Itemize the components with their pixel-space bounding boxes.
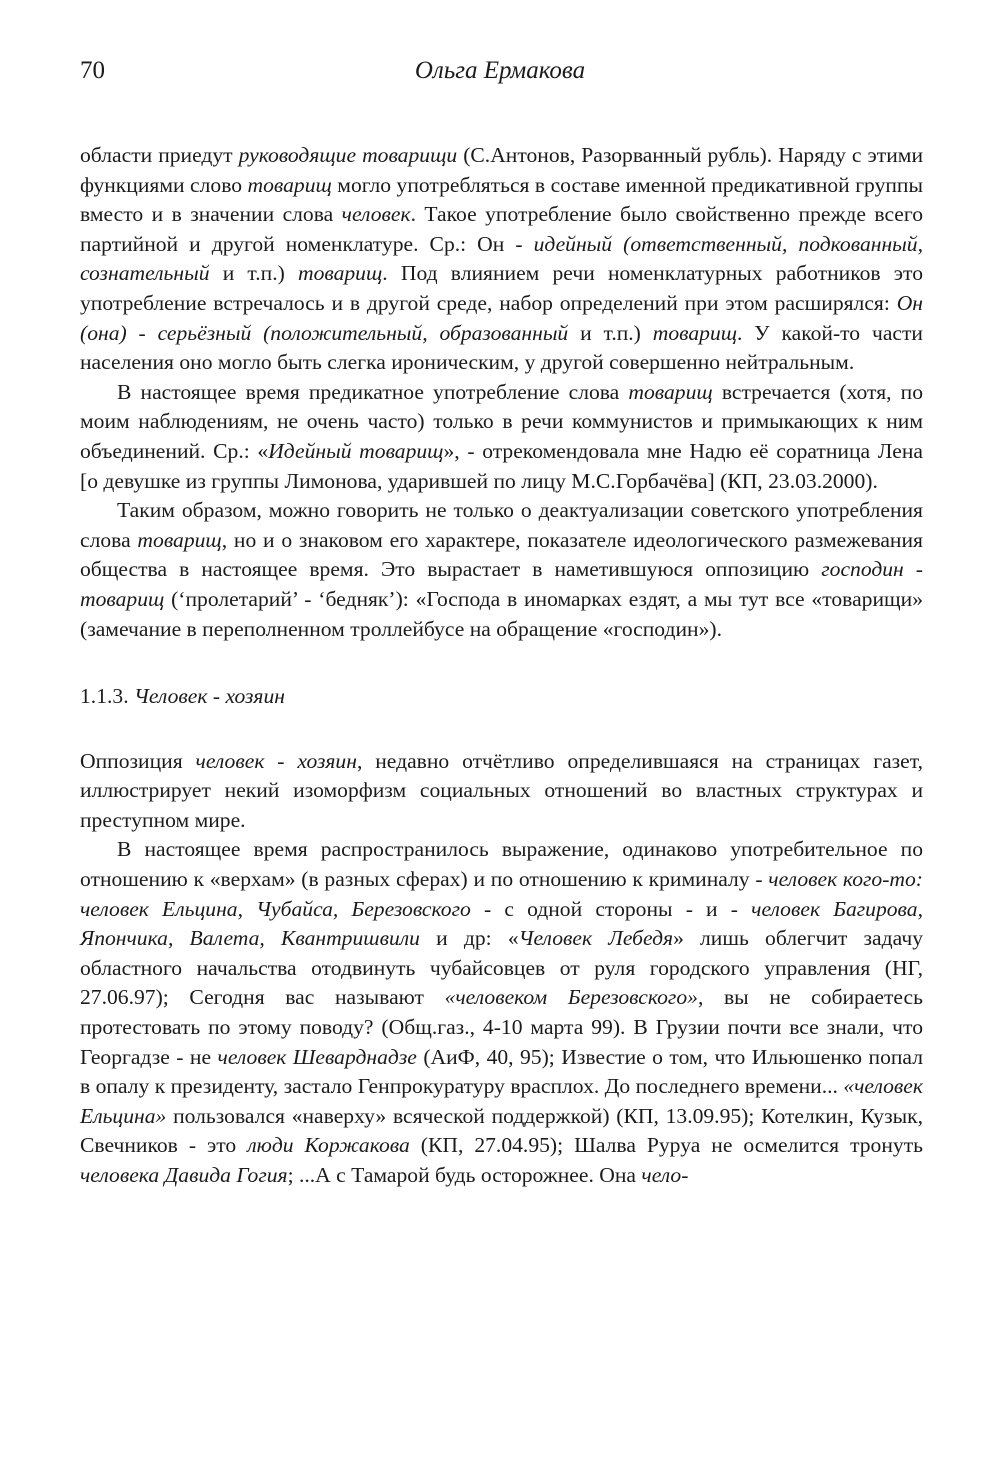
paragraph-1: области приедут руководящие товарищи (С.Антонов, Разорванный рубль). Наряду с этими функциями слово товарищ могло употребляться в составе именной предикативной группы вместо и в значении слова человек. Такое употребление было свойственно прежде всего партийной и другой номенклатуре. Ср.: Он - идейный (ответственный, подкованный, сознательный и т.п.) товарищ. Под влиянием речи номенклатурных работников это употребление встречалось и в другой среде, набор определений при этом расширялся: Он (она) - серьёзный (положительный, образованный и т.п.) товарищ. У какой-то части населения оно могло быть слегка ироническим, у другой совершенно нейтральным. (80, 143, 923, 375)
paragraph-2: В настоящее время предикатное употребление слова товарищ встречается (хотя, по моим наблюдениям, не очень часто) только в речи коммунистов и примыкающих к ним объединений. Ср.: «Идейный товарищ», - отрекомендовала мне Надю её соратница Лена [о девушке из группы Лимонова, ударившей по лицу М.С.Горбачёва] (КП, 23.03.2000). (80, 379, 924, 493)
page-body (80, 141, 923, 1191)
section-heading (80, 682, 923, 712)
running-title-author: Ольга Ермакова (414, 57, 586, 84)
section-number: 1.1.3. (80, 684, 129, 709)
page-number: 70 (80, 57, 105, 84)
paragraph-4: Оппозиция человек - хозяин, недавно отчётливо определившаяся на страницах газет, иллюстрирует некий изоморфизм социальных отношений во властных структурах и преступном мире. (80, 748, 923, 832)
section-title: Человек - хозяин (134, 684, 285, 709)
paragraph-3: Таким образом, можно говорить не только о деактуализации советского употребления слова товарищ, но и о знаковом его характере, показателе идеологического размежевания общества в настоящее время. Это вырастает в наметившуюся оппозицию господин - товарищ (‘пролетарий’ - ‘бедняк’): «Господа в иномарках ездят, а мы тут все «товарищи» (замечание в переполненном троллейбусе на обращение «господин»). (80, 498, 923, 641)
page-header (80, 57, 920, 91)
paragraph-5: В настоящее время распространилось выражение, одинаково употребительное по отношению к «верхам» (в разных сферах) и по отношению к криминалу - человек кого-то: человек Ельцина, Чубайса, Березовского - с одной стороны - и - человек Багирова, Япончика, Валета, Квантришвили и др: «Человек Лебедя» лишь облегчит задачу областного начальства отодвинуть чубайсовцев от руля городского управления (НГ, 27.06.97); Сегодня вас называют «человеком Березовского», вы не собираетесь протестовать по этому поводу? (Общ.газ., 4-10 марта 99). В Грузии почти все знали, что Георгадзе - не человек Шеварднадзе (АиФ, 40, 95); Известие о том, что Ильюшенко попал в опалу к президенту, застало Генпрокуратуру врасплох. До последнего времени... «человек Ельцина» пользовался «наверху» всяческой поддержкой) (КП, 13.09.95); Котелкин, Кузык, Свечников - это люди Коржакова (КП, 27.04.95); Шалва Руруа не осмелится тронуть человека Давида Гогия; ...А с Тамарой будь осторожнее. Она чело- (80, 837, 923, 1187)
